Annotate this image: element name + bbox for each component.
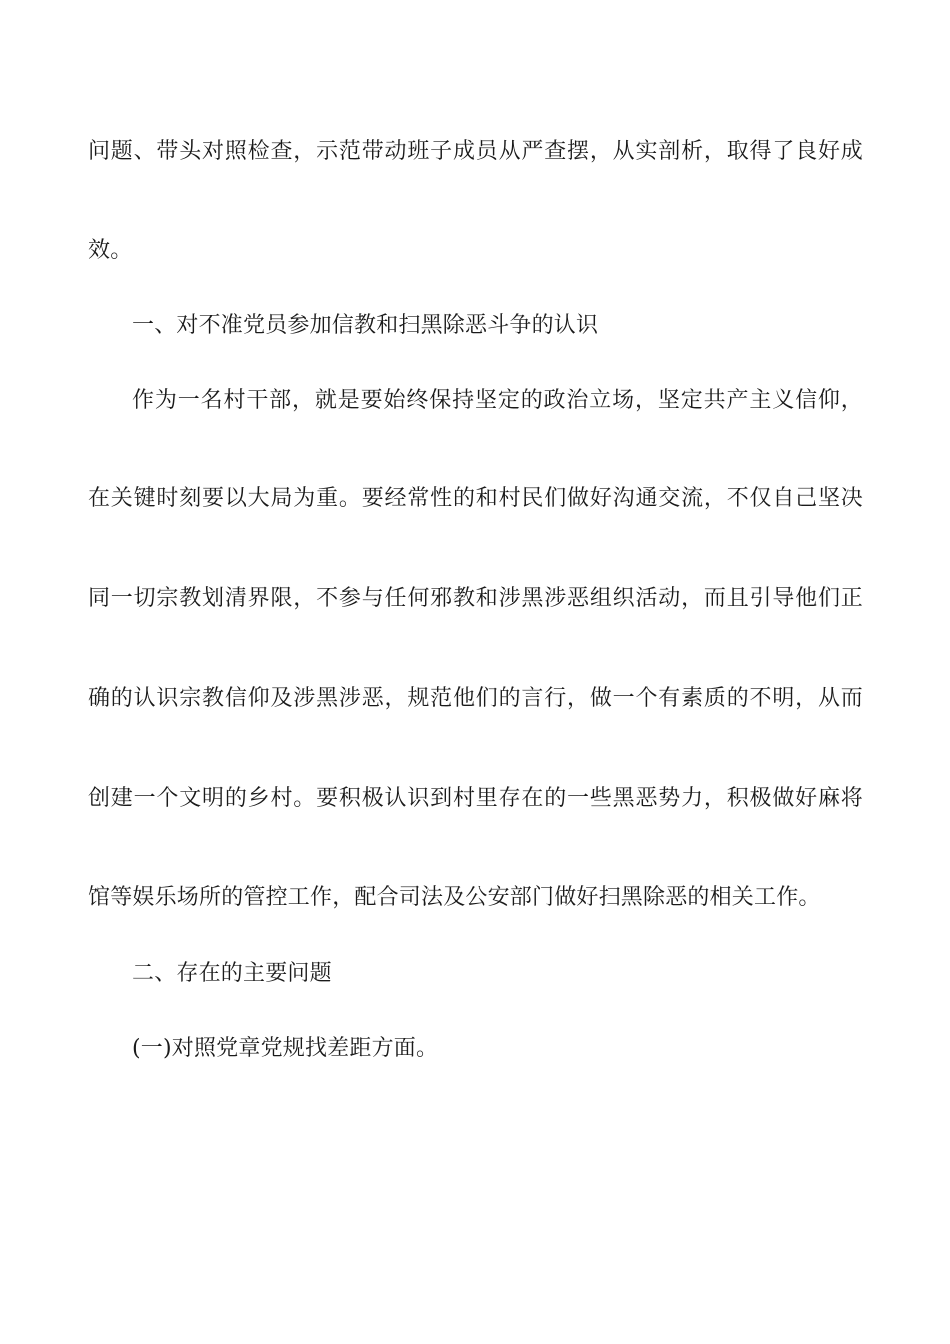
paragraph-line: 问题、带头对照检查，示范带动班子成员从严查摆，从实剖析，取得了良好成 [88, 139, 863, 164]
paragraph-line: 确的认识宗教信仰及涉黑涉恶，规范他们的言行，做一个有素质的不明，从而 [88, 686, 863, 711]
section-heading: 二、存在的主要问题 [132, 961, 332, 986]
subsection-heading: (一)对照党章党规找差距方面。 [132, 1036, 439, 1061]
paragraph-line: 馆等娱乐场所的管控工作，配合司法及公安部门做好扫黑除恶的相关工作。 [88, 885, 821, 910]
paragraph-line: 效。 [88, 238, 133, 263]
paragraph-line: 创建一个文明的乡村。要积极认识到村里存在的一些黑恶势力，积极做好麻将 [88, 786, 863, 811]
paragraph-line: 作为一名村干部，就是要始终保持坚定的政治立场，坚定共产主义信仰， [132, 388, 863, 413]
section-heading: 一、对不准党员参加信教和扫黑除恶斗争的认识 [132, 313, 599, 338]
paragraph-line: 在关键时刻要以大局为重。要经常性的和村民们做好沟通交流，不仅自己坚决 [88, 486, 863, 511]
paragraph-line: 同一切宗教划清界限，不参与任何邪教和涉黑涉恶组织活动，而且引导他们正 [88, 586, 863, 611]
